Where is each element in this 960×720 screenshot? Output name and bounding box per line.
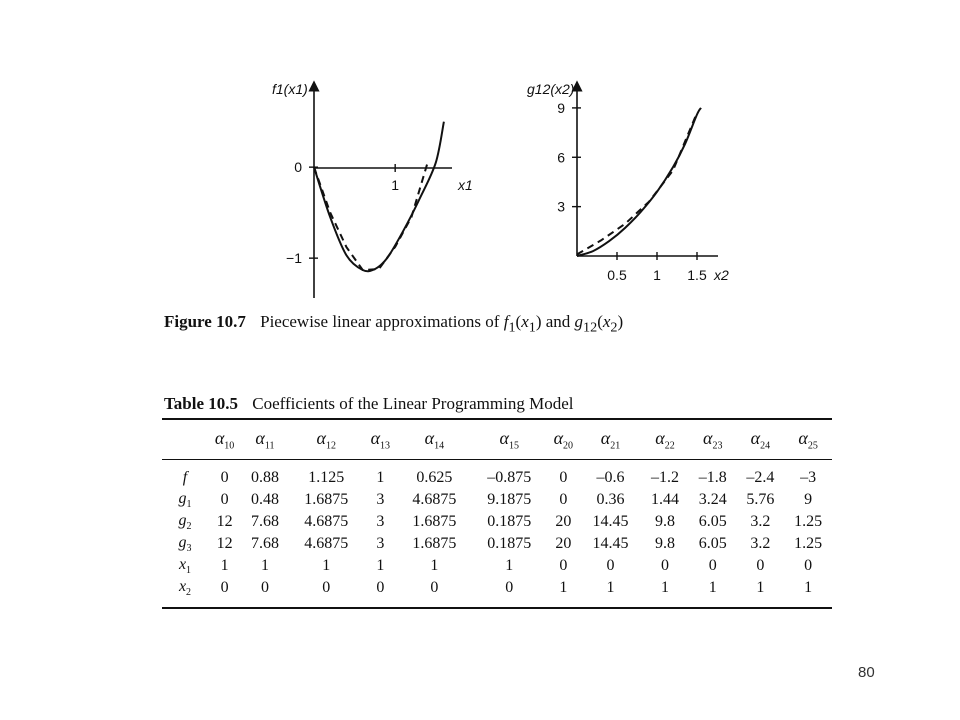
f1-y-tick-label-0: 0	[294, 159, 302, 176]
table-cell: 0	[220, 490, 229, 508]
coefficients-table	[162, 418, 832, 609]
alpha-symbol: $\alpha_{15}$	[499, 428, 519, 452]
table-cell: 9.1875	[487, 490, 532, 508]
table-cell: 5.76	[746, 490, 775, 508]
g12-y-tick-label-1: 6	[557, 149, 565, 166]
table-cell: 0	[559, 557, 568, 575]
table-cell: 1	[260, 557, 269, 575]
table-cell: 1.6875	[412, 512, 457, 530]
table-cell: 3	[376, 512, 385, 530]
table-cell: 0	[322, 579, 331, 597]
alpha-subscript: 20	[563, 440, 574, 452]
row-header: $g_3$	[178, 533, 192, 555]
coefficients-table-block	[162, 394, 832, 609]
table-cell: 3	[376, 535, 385, 553]
g12-x-label: x2	[714, 267, 729, 283]
caption-x2-sub: 2	[610, 319, 618, 336]
g12-y-tick-label-0: 3	[557, 198, 565, 215]
table-cell: 12	[216, 512, 233, 530]
g12-x-tick-label-2: 1.5	[687, 267, 707, 283]
alpha-symbol: $\alpha_{24}$	[750, 428, 771, 452]
table-cell: –3	[800, 468, 817, 486]
table-cell: 7.68	[250, 535, 279, 553]
chart-f1	[272, 81, 473, 298]
table-cell: 4.6875	[304, 535, 349, 553]
table-cell: 0	[430, 579, 439, 597]
table-cell: 1	[606, 579, 615, 597]
row-header: $x_2$	[178, 578, 192, 599]
g12-curve-exact	[577, 108, 701, 256]
table-cell: 4.6875	[412, 490, 457, 508]
table-cell: 1.44	[651, 490, 680, 508]
alpha-symbol: $\alpha_{22}$	[655, 428, 675, 452]
caption-f-sub: 1	[508, 319, 516, 336]
table-cell: 1.6875	[304, 490, 349, 508]
column-header-alpha-12	[289, 419, 364, 459]
table-cell: 0	[376, 579, 385, 597]
alpha-subscript: 11	[264, 440, 275, 452]
alpha-symbol: $\alpha_{23}$	[702, 428, 723, 452]
alpha-subscript: 15	[509, 440, 519, 452]
column-header-alpha-14	[397, 419, 472, 459]
table-cell: 0	[559, 490, 568, 508]
table-header-row	[162, 419, 832, 459]
figure-caption: Figure 10.7 Piecewise linear approximations of $f_1(x_1)$ and $g_{12}(x_2)$	[164, 312, 624, 336]
alpha-symbol: $\alpha_{21}$	[600, 428, 621, 452]
table-cell: 9	[804, 490, 813, 508]
g12-y-tick-label-2: 9	[557, 99, 565, 116]
table-cell: –2.4	[746, 468, 775, 486]
page-number: 80	[858, 664, 875, 681]
table-cell: 0.1875	[487, 535, 532, 553]
table-row	[162, 533, 832, 555]
table-cell: 0	[756, 557, 765, 575]
f1-y-label: f1(x1)	[272, 81, 308, 97]
table-cell: 20	[555, 535, 572, 553]
row-header: f	[182, 468, 188, 486]
table-cell: 1	[708, 579, 717, 597]
f1-curve-exact	[314, 122, 444, 272]
header-blank	[162, 419, 208, 459]
table-row	[162, 555, 832, 577]
table-cell: 6.05	[698, 535, 727, 553]
table-cell: 0.48	[250, 490, 279, 508]
table-caption	[164, 394, 832, 414]
alpha-subscript: 12	[326, 440, 336, 452]
row-header: $g_2$	[178, 511, 192, 532]
alpha-subscript: 22	[664, 440, 675, 452]
table-cell: 7.68	[250, 512, 279, 530]
table-cell: 1	[376, 557, 385, 575]
figure-caption-prefix: Piecewise linear approximations of	[260, 312, 500, 331]
f1-x-tick-label-0: 1	[391, 177, 400, 193]
column-header-alpha-23	[689, 419, 737, 459]
alpha-symbol: $\alpha_{13}$	[370, 428, 391, 452]
row-header: $x_1$	[178, 556, 192, 577]
alpha-symbol: $\alpha_{11}$	[255, 428, 275, 452]
column-header-alpha-20	[547, 419, 580, 459]
g12-x-tick-label-1: 1	[653, 267, 661, 283]
column-header-alpha-13	[364, 419, 397, 459]
table-cell: 12	[216, 535, 233, 553]
column-header-alpha-21	[580, 419, 641, 459]
table-cell: 1	[756, 579, 765, 597]
alpha-subscript: 25	[807, 440, 818, 452]
alpha-subscript: 24	[760, 440, 771, 452]
table-row	[162, 489, 832, 511]
table-cell: 0	[220, 579, 229, 597]
table-cell: 14.45	[592, 535, 629, 553]
column-header-alpha-15	[472, 419, 547, 459]
table-cell: 1	[376, 468, 385, 486]
table-cell: 0	[804, 557, 813, 575]
table-cell: 0	[708, 557, 717, 575]
table-cell: 1	[804, 579, 813, 597]
table-cell: 1	[559, 579, 568, 597]
alpha-symbol: $\alpha_{12}$	[316, 428, 336, 452]
table-cell: 4.6875	[304, 512, 349, 530]
table-cell: 0	[559, 468, 568, 486]
table-cell: 0	[661, 557, 670, 575]
chart-g12	[527, 81, 729, 283]
alpha-subscript: 14	[434, 440, 445, 452]
table-row	[162, 577, 832, 607]
caption-g-sub: 12	[583, 319, 598, 336]
column-header-alpha-25	[784, 419, 832, 459]
alpha-subscript: 13	[380, 440, 391, 452]
table-cell: 6.05	[698, 512, 727, 530]
table-cell: –0.6	[596, 468, 625, 486]
alpha-symbol: $\alpha_{25}$	[798, 428, 818, 452]
table-cell: 3.2	[750, 512, 771, 530]
table-row	[162, 511, 832, 533]
table-cell: 14.45	[592, 512, 629, 530]
table-cell: 0	[606, 557, 615, 575]
table-cell: 3.24	[698, 490, 727, 508]
alpha-subscript: 21	[610, 440, 621, 452]
g12-x-tick-label-0: 0.5	[607, 267, 627, 283]
caption-x2: x	[602, 312, 611, 331]
table-cell: –1.8	[698, 468, 727, 486]
table-cell: 1.25	[794, 535, 823, 553]
alpha-subscript: 23	[712, 440, 723, 452]
caption-and: and	[545, 312, 571, 331]
column-header-alpha-24	[737, 419, 785, 459]
table-cell: 1	[220, 557, 229, 575]
table-cell: 3	[376, 490, 385, 508]
caption-x1-sub: 1	[528, 319, 536, 336]
table-cell: 20	[555, 512, 572, 530]
alpha-symbol: $\alpha_{20}$	[553, 428, 574, 452]
caption-x1: x	[521, 312, 529, 331]
table-cell: 9.8	[655, 512, 676, 530]
g12-curve-approximation	[577, 113, 697, 255]
table-row	[162, 459, 832, 489]
table-cell: 0.1875	[487, 512, 532, 530]
table-body	[162, 459, 832, 607]
table-cell: 0.36	[596, 490, 625, 508]
table-cell: 1.25	[794, 512, 823, 530]
f1-x-label: x1	[458, 177, 473, 193]
table-cell: 1.6875	[412, 535, 457, 553]
table-cell: 0.625	[416, 468, 453, 486]
table-cell: 9.8	[655, 535, 676, 553]
table-cell: 1	[505, 557, 514, 575]
table-cell: –1.2	[651, 468, 680, 486]
f1-y-tick-label-1: −1	[286, 250, 302, 267]
table-title: Coefficients of the Linear Programming Model	[252, 394, 574, 413]
table-cell: 1	[430, 557, 439, 575]
table-cell: 1	[322, 557, 331, 575]
figures-area	[0, 0, 960, 310]
column-header-alpha-10	[208, 419, 241, 459]
table-cell: 0	[505, 579, 514, 597]
caption-g: g	[574, 312, 584, 331]
g12-y-label: g12(x2)	[527, 81, 575, 97]
alpha-symbol: $\alpha_{14}$	[424, 428, 445, 452]
row-header: $g_1$	[178, 489, 192, 510]
table-cell: 1	[661, 579, 670, 597]
column-header-alpha-22	[641, 419, 689, 459]
table-cell: 0	[260, 579, 269, 597]
table-cell: 3.2	[750, 535, 771, 553]
figure-label: Figure 10.7	[164, 312, 246, 331]
table-cell: 1.125	[308, 468, 345, 486]
column-header-alpha-11	[241, 419, 289, 459]
table-cell: 0.88	[250, 468, 279, 486]
alpha-symbol: $\alpha_{10}$	[214, 428, 235, 452]
table-cell: –0.875	[487, 468, 532, 486]
table-label: Table 10.5	[164, 394, 239, 413]
caption-f: f	[503, 312, 509, 331]
table-cell: 0	[220, 468, 229, 486]
alpha-subscript: 10	[224, 440, 235, 452]
